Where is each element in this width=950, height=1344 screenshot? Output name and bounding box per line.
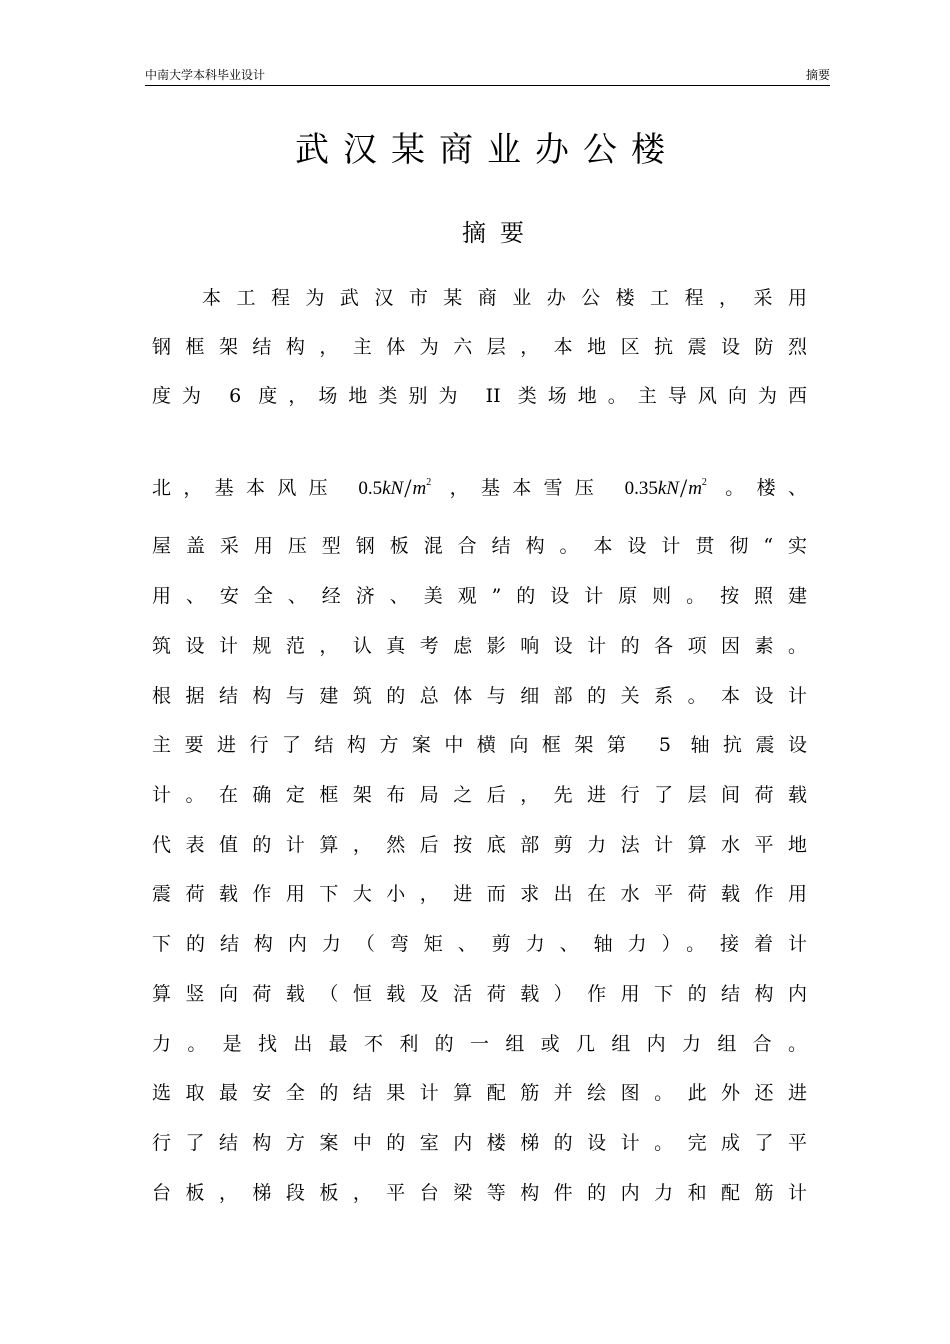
unit-exponent: 2 (701, 477, 707, 488)
paragraph-line: 屋盖采用压型钢板混合结构。本设计贯彻“实 (152, 535, 807, 557)
unit-numerator: kN (382, 478, 404, 499)
paragraph-line-with-formula (152, 468, 807, 503)
snow-pressure-value: 0.35 (624, 478, 658, 499)
document-title: 武汉某商业办公楼 (295, 130, 679, 170)
unit-exponent: 2 (426, 477, 432, 488)
paragraph-line: 主要进行了结构方案中横向框架第 5 轴抗震设 (152, 734, 807, 756)
header-school-label: 中南大学本科毕业设计 (145, 68, 266, 82)
paragraph-line: 力。是找出最不利的一组或几组内力组合。 (152, 1033, 807, 1055)
paragraph-line: 代表值的计算，然后按底部剪力法计算水平地 (152, 834, 807, 856)
paragraph-line: 度为 6 度，场地类别为 II 类场地。主导风向为西 (152, 385, 807, 407)
paragraph-line: 行了结构方案中的室内楼梯的设计。完成了平 (152, 1132, 807, 1154)
paragraph-line: 根据结构与建筑的总体与细部的关系。本设计 (152, 685, 807, 707)
unit-denominator: m (412, 478, 427, 499)
line-text: 北，基本风压 (152, 477, 340, 499)
line-text: ，基本雪压 (449, 477, 607, 499)
unit-denominator: m (688, 478, 702, 499)
paragraph-line: 下的结构内力（弯矩、剪力、轴力）。接着计 (152, 933, 807, 955)
snow-pressure-formula: $0.35kN/m^2$ (624, 474, 707, 503)
paragraph-line: 台板，梯段板，平台梁等构件的内力和配筋计 (152, 1182, 807, 1204)
header-section-label: 摘要 (805, 68, 830, 82)
page-header (145, 63, 830, 86)
paragraph-line: 震荷载作用下大小，进而求出在水平荷载作用 (152, 883, 807, 905)
wind-pressure-value: 0.5 (358, 478, 383, 499)
unit-numerator: kN (657, 478, 679, 499)
paragraph-line: 钢框架结构，主体为六层，本地区抗震设防烈 (152, 336, 807, 358)
paragraph-line: 计。在确定框架布局之后，先进行了层间荷载 (152, 784, 807, 806)
line-text: 。楼、 (725, 477, 807, 499)
paragraph-line: 筑设计规范，认真考虑影响设计的各项因素。 (152, 635, 807, 657)
paragraph-line: 本工程为武汉市某商业办公楼工程，采用 (202, 287, 807, 309)
wind-pressure-formula: $0.5kN/m^2$ (358, 474, 432, 503)
paragraph-line: 用、安全、经济、美观”的设计原则。按照建 (152, 585, 807, 607)
paragraph-line: 选取最安全的结果计算配筋并绘图。此外还进 (152, 1082, 807, 1104)
paragraph-line: 算竖向荷载（恒载及活荷载）作用下的结构内 (152, 983, 807, 1005)
abstract-heading: 摘要 (462, 219, 538, 247)
